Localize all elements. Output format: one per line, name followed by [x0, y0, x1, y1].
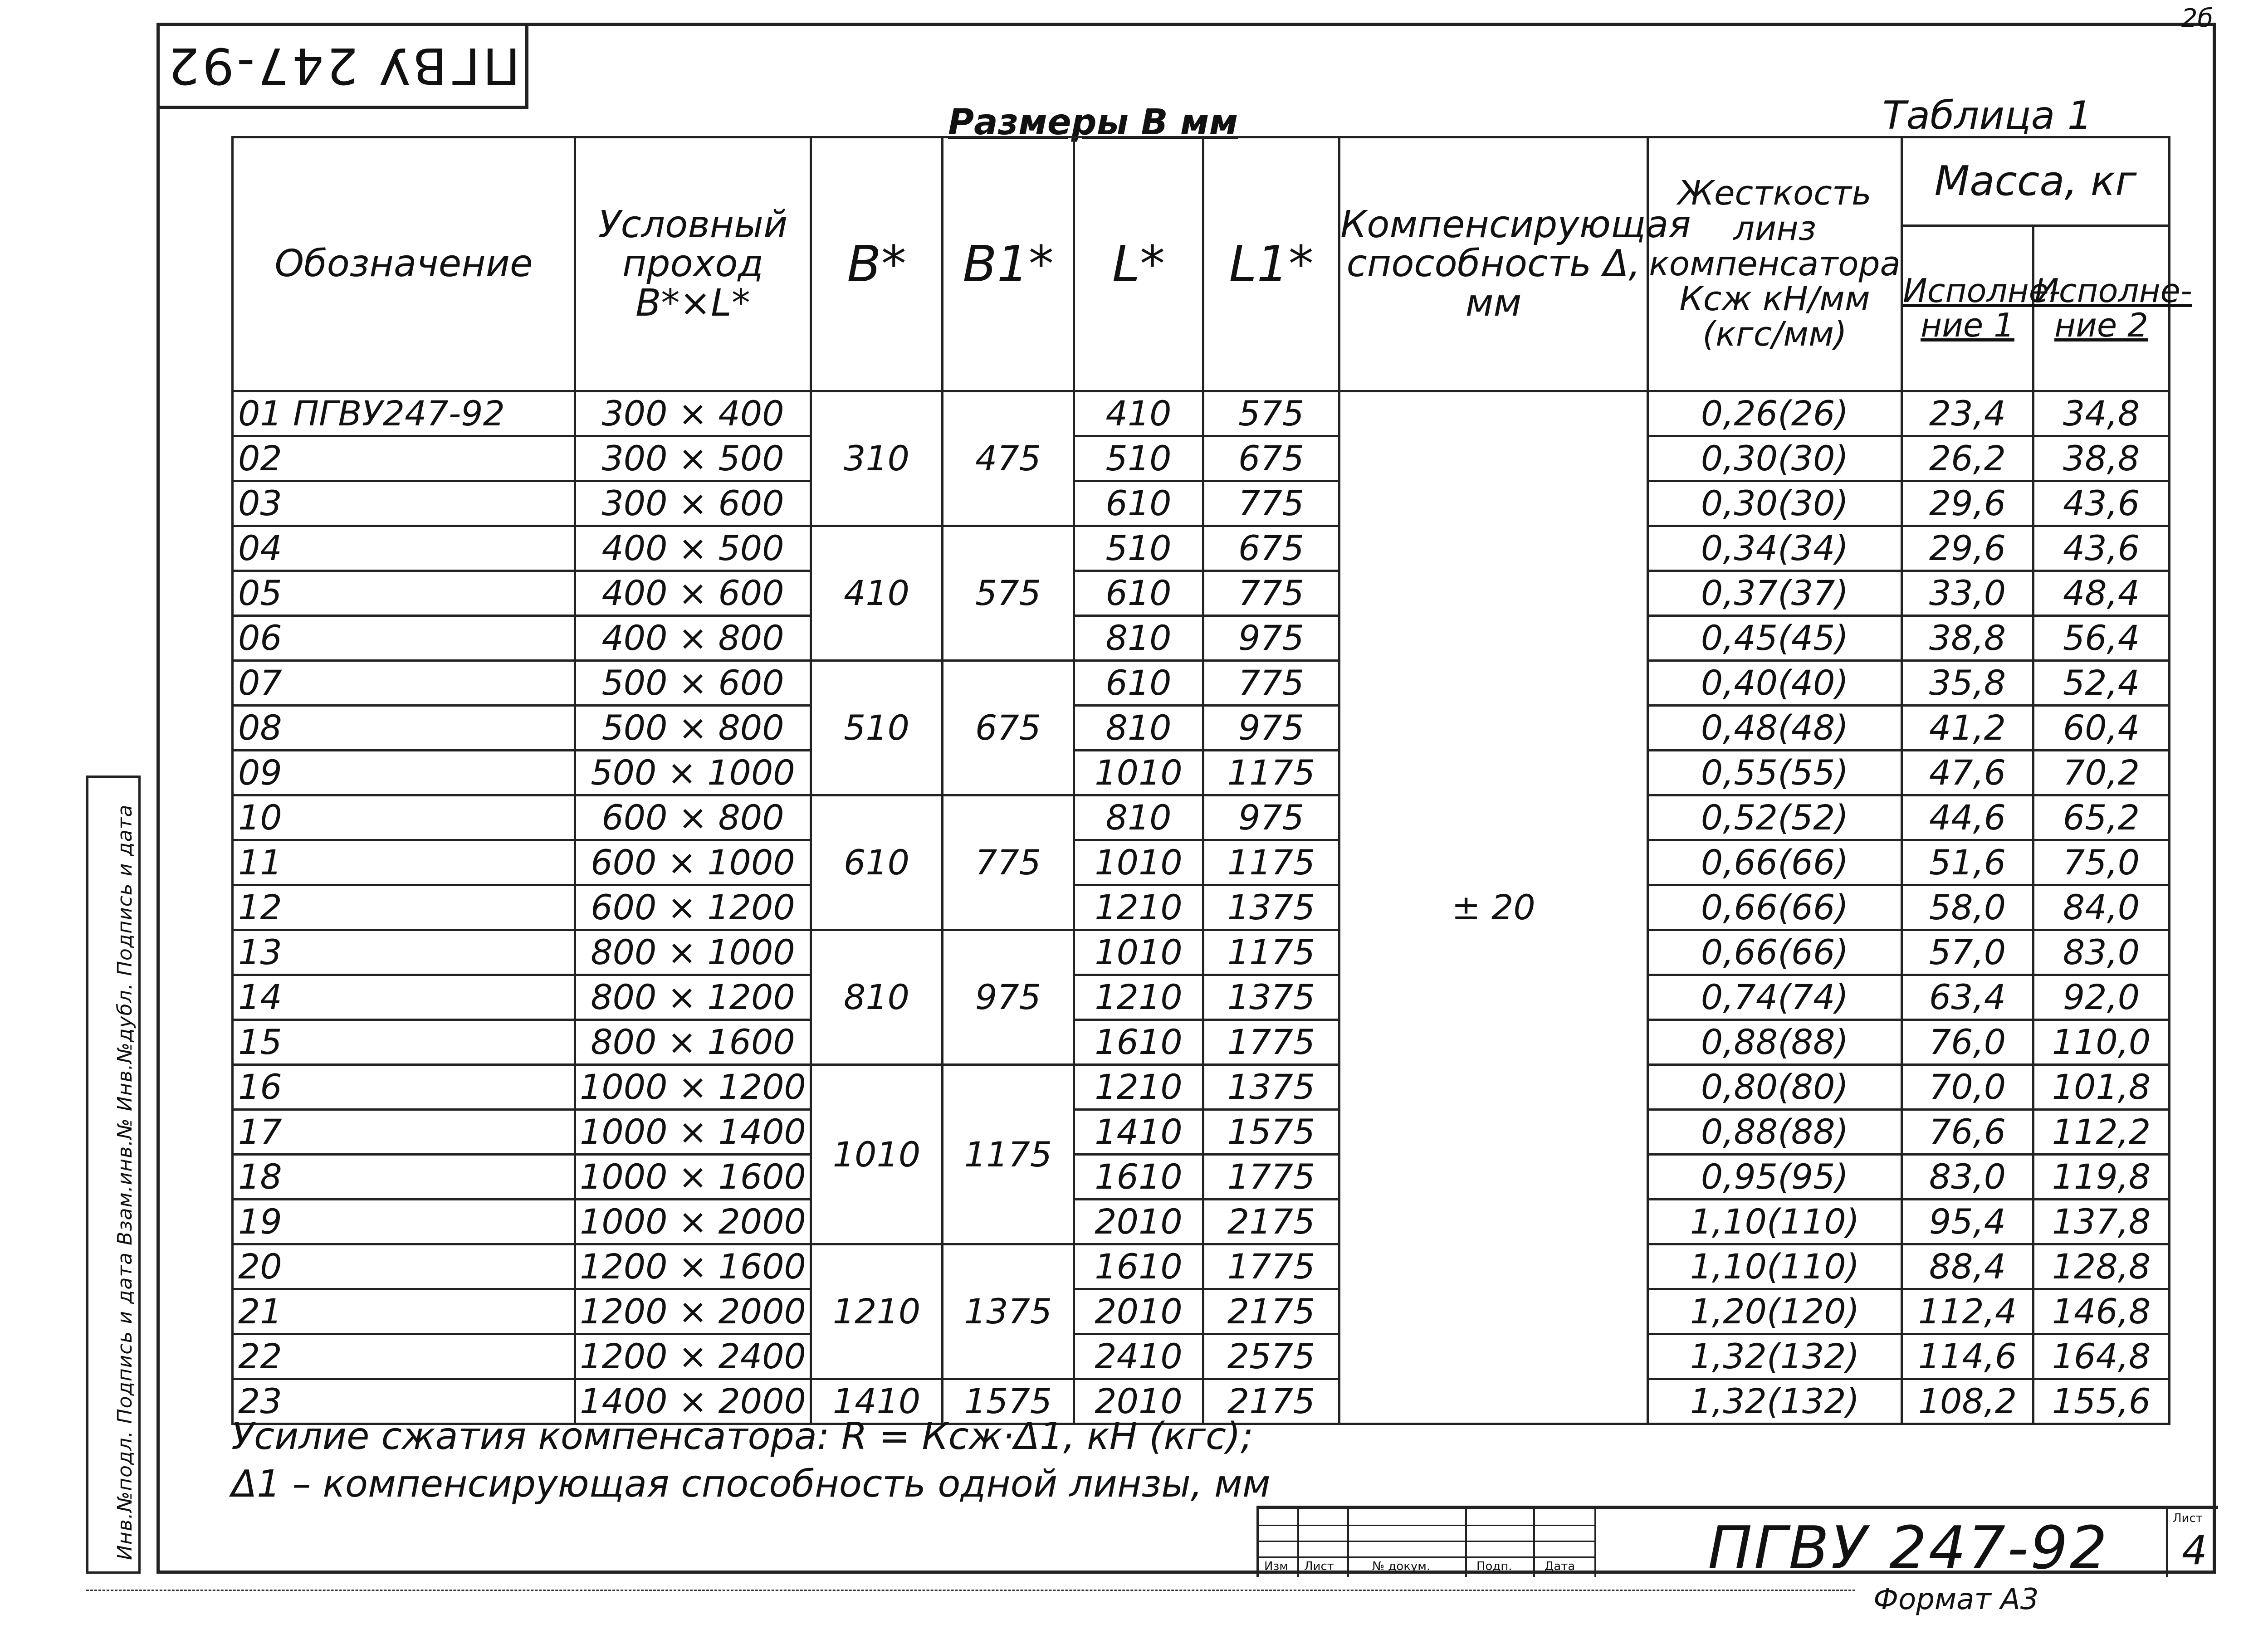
cell-code: 02: [233, 436, 575, 481]
cell-nominal: 500 × 800: [575, 706, 811, 751]
cell-nominal: 800 × 1200: [575, 975, 811, 1020]
cell-l1: 2175: [1203, 1379, 1339, 1424]
cell-mass-v1: 57,0: [1902, 930, 2033, 975]
table-row: [233, 975, 2170, 1020]
cell-l1: 975: [1203, 795, 1339, 840]
cell-l1: 1175: [1203, 930, 1339, 975]
cell-b: 410: [811, 526, 943, 661]
cell-b1: 975: [943, 930, 1074, 1065]
table-row: [233, 840, 2170, 885]
cell-code: 07: [233, 661, 575, 706]
cell-l1: 1175: [1203, 751, 1339, 795]
cell-mass-v2: 60,4: [2033, 706, 2170, 751]
cell-stiffness: 1,20(120): [1648, 1289, 1902, 1334]
note-delta: Δ1 – компенсирующая способность одной линзы, мм: [231, 1463, 1271, 1506]
cell-l: 1610: [1074, 1020, 1203, 1065]
cell-l: 1610: [1074, 1244, 1203, 1289]
title-block: [1256, 1506, 2218, 1582]
cell-nominal: 1200 × 2400: [575, 1334, 811, 1379]
cell-stiffness: 0,74(74): [1648, 975, 1902, 1020]
cell-stiffness: 1,32(132): [1648, 1379, 1902, 1424]
cell-mass-v2: 56,4: [2033, 616, 2170, 661]
cell-mass-v2: 155,6: [2033, 1379, 2170, 1424]
cell-stiffness: 0,37(37): [1648, 571, 1902, 616]
cell-l1: 675: [1203, 436, 1339, 481]
cell-mass-v1: 88,4: [1902, 1244, 2033, 1289]
table-row: [233, 1110, 2170, 1155]
table-row: [233, 481, 2170, 526]
title-block-sheet-value: 4: [2182, 1527, 2207, 1574]
cell-mass-v1: 26,2: [1902, 436, 2033, 481]
title-block-sheet-label: Лист: [2173, 1512, 2203, 1525]
dimensions-table: [231, 136, 2192, 1425]
cell-mass-v1: 35,8: [1902, 661, 2033, 706]
cell-b: 310: [811, 391, 943, 526]
cell-mass-v2: 137,8: [2033, 1200, 2170, 1244]
cell-nominal: 500 × 600: [575, 661, 811, 706]
caption-sizes: Размеры В мм: [948, 102, 1238, 143]
table-row: [233, 1334, 2170, 1379]
title-block-sheet-box: [2166, 1509, 2218, 1577]
cell-b1: 1375: [943, 1244, 1074, 1379]
cell-nominal: 1200 × 2000: [575, 1289, 811, 1334]
cell-b: 510: [811, 661, 943, 795]
cell-nominal: 600 × 1200: [575, 885, 811, 930]
cell-mass-v2: 101,8: [2033, 1065, 2170, 1110]
note-force: Усилие сжатия компенсатора: R = Ксж·Δ1, кН (кгс);: [231, 1415, 1253, 1458]
table-row: [233, 751, 2170, 795]
cell-l1: 1775: [1203, 1155, 1339, 1200]
cell-l1: 1375: [1203, 1065, 1339, 1110]
header-mass-v2: Исполне-ние 2: [2033, 226, 2170, 391]
cell-stiffness: 1,10(110): [1648, 1200, 1902, 1244]
cell-nominal: 1000 × 2000: [575, 1200, 811, 1244]
cell-nominal: 400 × 500: [575, 526, 811, 571]
doc-code-stamp-text: ПГВУ 247-92: [165, 37, 520, 95]
cell-b1: 775: [943, 795, 1074, 930]
cell-nominal: 1000 × 1400: [575, 1110, 811, 1155]
cell-l1: 1175: [1203, 840, 1339, 885]
table-row: [233, 526, 2170, 571]
cell-l: 810: [1074, 616, 1203, 661]
header-compensating: Компенсирующая способность Δ, мм: [1339, 137, 1648, 391]
table-row: [233, 436, 2170, 481]
cell-l: 610: [1074, 571, 1203, 616]
cell-stiffness: 0,52(52): [1648, 795, 1902, 840]
cell-code: 18: [233, 1155, 575, 1200]
title-block-grid: [1259, 1509, 1594, 1577]
cell-code: 13: [233, 930, 575, 975]
cell-mass-v2: 128,8: [2033, 1244, 2170, 1289]
cell-l: 610: [1074, 661, 1203, 706]
header-b: B*: [811, 137, 943, 391]
cell-compensating: ± 20: [1339, 391, 1648, 1424]
cell-stiffness: 0,45(45): [1648, 616, 1902, 661]
cell-code: 03: [233, 481, 575, 526]
cell-l1: 2175: [1203, 1200, 1339, 1244]
cell-mass-v1: 41,2: [1902, 706, 2033, 751]
table-row: [233, 930, 2170, 975]
cell-stiffness: 0,26(26): [1648, 391, 1902, 436]
cell-l: 1010: [1074, 840, 1203, 885]
tb-label-sign: Подп.: [1476, 1560, 1512, 1573]
cell-stiffness: 0,80(80): [1648, 1065, 1902, 1110]
cell-mass-v1: 38,8: [1902, 616, 2033, 661]
cell-code: 05: [233, 571, 575, 616]
cell-mass-v2: 83,0: [2033, 930, 2170, 975]
tb-label-date: Дата: [1545, 1560, 1575, 1573]
header-designation: Обозначение: [233, 137, 575, 391]
table-row: [233, 1020, 2170, 1065]
cell-l: 810: [1074, 795, 1203, 840]
cell-code: 06: [233, 616, 575, 661]
bottom-dashed-line: [86, 1590, 1855, 1591]
cell-l: 1210: [1074, 1065, 1203, 1110]
cell-l: 410: [1074, 391, 1203, 436]
cell-code: 21: [233, 1289, 575, 1334]
cell-stiffness: 0,34(34): [1648, 526, 1902, 571]
cell-l1: 2575: [1203, 1334, 1339, 1379]
cell-mass-v1: 112,4: [1902, 1289, 2033, 1334]
cell-mass-v1: 114,6: [1902, 1334, 2033, 1379]
cell-code: 23: [233, 1379, 575, 1424]
table-row: [233, 1289, 2170, 1334]
cell-code: 20: [233, 1244, 575, 1289]
cell-l1: 775: [1203, 661, 1339, 706]
cell-b: 610: [811, 795, 943, 930]
cell-l: 510: [1074, 526, 1203, 571]
cell-l: 2410: [1074, 1334, 1203, 1379]
sidebar-text: Инв.№подл. Подпись и дата Взам.инв.№ Инв.№дубл. Подпись и дата: [113, 804, 137, 1560]
table-body: [233, 391, 2170, 1424]
cell-l1: 775: [1203, 481, 1339, 526]
cell-nominal: 800 × 1000: [575, 930, 811, 975]
cell-mass-v2: 52,4: [2033, 661, 2170, 706]
cell-l1: 1375: [1203, 885, 1339, 930]
cell-nominal: 1000 × 1200: [575, 1065, 811, 1110]
cell-mass-v2: 146,8: [2033, 1289, 2170, 1334]
cell-code: 09: [233, 751, 575, 795]
cell-code: 22: [233, 1334, 575, 1379]
header-l1: L1*: [1203, 137, 1339, 391]
cell-b: 1010: [811, 1065, 943, 1244]
header-mass-v1: Исполне-ние 1: [1902, 226, 2033, 391]
format-label: Формат А3: [1873, 1583, 2039, 1616]
cell-stiffness: 0,40(40): [1648, 661, 1902, 706]
cell-nominal: 600 × 1000: [575, 840, 811, 885]
cell-b1: 1575: [943, 1379, 1074, 1424]
cell-b: 810: [811, 930, 943, 1065]
cell-nominal: 300 × 600: [575, 481, 811, 526]
cell-code: 12: [233, 885, 575, 930]
cell-mass-v1: 51,6: [1902, 840, 2033, 885]
table-row: [233, 616, 2170, 661]
cell-nominal: 300 × 400: [575, 391, 811, 436]
table-row: [233, 1065, 2170, 1110]
cell-mass-v1: 63,4: [1902, 975, 2033, 1020]
cell-l: 610: [1074, 481, 1203, 526]
header-stiffness: Жесткость линз компенсатора Ксж кН/мм (кгс/мм): [1648, 137, 1902, 391]
cell-l: 810: [1074, 706, 1203, 751]
cell-stiffness: 0,55(55): [1648, 751, 1902, 795]
cell-mass-v1: 70,0: [1902, 1065, 2033, 1110]
cell-l1: 2175: [1203, 1289, 1339, 1334]
cell-mass-v1: 44,6: [1902, 795, 2033, 840]
cell-mass-v2: 84,0: [2033, 885, 2170, 930]
cell-code: 14: [233, 975, 575, 1020]
table-row: [233, 391, 2170, 436]
cell-b1: 475: [943, 391, 1074, 526]
table-row: [233, 661, 2170, 706]
doc-code-stamp: [156, 23, 528, 109]
cell-code: 15: [233, 1020, 575, 1065]
cell-mass-v2: 92,0: [2033, 975, 2170, 1020]
cell-code: 08: [233, 706, 575, 751]
cell-mass-v2: 70,2: [2033, 751, 2170, 795]
tb-label-change: Изм: [1264, 1560, 1288, 1573]
cell-code: 16: [233, 1065, 575, 1110]
cell-nominal: 600 × 800: [575, 795, 811, 840]
cell-code: 01 ПГВУ247-92: [233, 391, 575, 436]
cell-code: 10: [233, 795, 575, 840]
cell-l: 510: [1074, 436, 1203, 481]
cell-mass-v1: 83,0: [1902, 1155, 2033, 1200]
cell-mass-v2: 65,2: [2033, 795, 2170, 840]
cell-b: 1410: [811, 1379, 943, 1424]
header-l: L*: [1074, 137, 1203, 391]
cell-l: 1010: [1074, 751, 1203, 795]
cell-l1: 1775: [1203, 1244, 1339, 1289]
table-row: [233, 1244, 2170, 1289]
table-row: [233, 1200, 2170, 1244]
cell-stiffness: 0,48(48): [1648, 706, 1902, 751]
cell-l: 2010: [1074, 1379, 1203, 1424]
cell-b1: 675: [943, 661, 1074, 795]
cell-l1: 975: [1203, 706, 1339, 751]
cell-l: 2010: [1074, 1289, 1203, 1334]
table-row: [233, 1155, 2170, 1200]
cell-code: 17: [233, 1110, 575, 1155]
cell-mass-v1: 33,0: [1902, 571, 2033, 616]
cell-stiffness: 0,66(66): [1648, 840, 1902, 885]
cell-stiffness: 0,30(30): [1648, 436, 1902, 481]
cell-mass-v1: 47,6: [1902, 751, 2033, 795]
cell-l1: 575: [1203, 391, 1339, 436]
cell-mass-v2: 110,0: [2033, 1020, 2170, 1065]
cell-mass-v1: 95,4: [1902, 1200, 2033, 1244]
cell-stiffness: 1,32(132): [1648, 1334, 1902, 1379]
cell-l: 1210: [1074, 975, 1203, 1020]
caption-table: Таблица 1: [1882, 93, 2092, 138]
cell-nominal: 300 × 500: [575, 436, 811, 481]
cell-b: 1210: [811, 1244, 943, 1379]
cell-l1: 975: [1203, 616, 1339, 661]
cell-stiffness: 0,88(88): [1648, 1110, 1902, 1155]
cell-code: 11: [233, 840, 575, 885]
cell-stiffness: 0,95(95): [1648, 1155, 1902, 1200]
cell-stiffness: 0,30(30): [1648, 481, 1902, 526]
cell-l: 1610: [1074, 1155, 1203, 1200]
cell-stiffness: 0,88(88): [1648, 1020, 1902, 1065]
cell-l1: 675: [1203, 526, 1339, 571]
cell-mass-v1: 76,0: [1902, 1020, 2033, 1065]
cell-mass-v1: 76,6: [1902, 1110, 2033, 1155]
cell-mass-v2: 48,4: [2033, 571, 2170, 616]
cell-nominal: 1400 × 2000: [575, 1379, 811, 1424]
cell-nominal: 1000 × 1600: [575, 1155, 811, 1200]
cell-mass-v2: 43,6: [2033, 526, 2170, 571]
cell-code: 04: [233, 526, 575, 571]
cell-l1: 1575: [1203, 1110, 1339, 1155]
cell-l1: 1375: [1203, 975, 1339, 1020]
cell-b1: 575: [943, 526, 1074, 661]
cell-l1: 775: [1203, 571, 1339, 616]
title-block-code: ПГВУ 247-92: [1708, 1513, 2109, 1582]
cell-nominal: 800 × 1600: [575, 1020, 811, 1065]
cell-l1: 1775: [1203, 1020, 1339, 1065]
cell-stiffness: 0,66(66): [1648, 885, 1902, 930]
cell-mass-v2: 43,6: [2033, 481, 2170, 526]
cell-stiffness: 1,10(110): [1648, 1244, 1902, 1289]
cell-l: 1410: [1074, 1110, 1203, 1155]
header-mass: Масса, кг: [1902, 137, 2170, 226]
cell-mass-v2: 38,8: [2033, 436, 2170, 481]
header-b1: B1*: [943, 137, 1074, 391]
cell-mass-v1: 108,2: [1902, 1379, 2033, 1424]
table-row: [233, 571, 2170, 616]
corner-sheet-number: 2б: [2181, 4, 2213, 33]
cell-nominal: 500 × 1000: [575, 751, 811, 795]
cell-l: 2010: [1074, 1200, 1203, 1244]
cell-b1: 1175: [943, 1065, 1074, 1244]
cell-l: 1210: [1074, 885, 1203, 930]
table-row: [233, 885, 2170, 930]
cell-stiffness: 0,66(66): [1648, 930, 1902, 975]
cell-nominal: 1200 × 1600: [575, 1244, 811, 1289]
tb-label-sheet: Лист: [1304, 1560, 1334, 1573]
cell-nominal: 400 × 600: [575, 571, 811, 616]
cell-mass-v1: 58,0: [1902, 885, 2033, 930]
cell-nominal: 400 × 800: [575, 616, 811, 661]
table-row: [233, 795, 2170, 840]
cell-mass-v1: 29,6: [1902, 526, 2033, 571]
cell-mass-v2: 119,8: [2033, 1155, 2170, 1200]
cell-mass-v1: 29,6: [1902, 481, 2033, 526]
cell-mass-v2: 112,2: [2033, 1110, 2170, 1155]
cell-mass-v2: 34,8: [2033, 391, 2170, 436]
tb-label-docnum: № докум.: [1372, 1560, 1431, 1573]
cell-mass-v2: 75,0: [2033, 840, 2170, 885]
cell-mass-v2: 164,8: [2033, 1334, 2170, 1379]
table-row: [233, 706, 2170, 751]
cell-l: 1010: [1074, 930, 1203, 975]
cell-code: 19: [233, 1200, 575, 1244]
cell-mass-v1: 23,4: [1902, 391, 2033, 436]
header-nominal: Условный проход B*×L*: [575, 137, 811, 391]
